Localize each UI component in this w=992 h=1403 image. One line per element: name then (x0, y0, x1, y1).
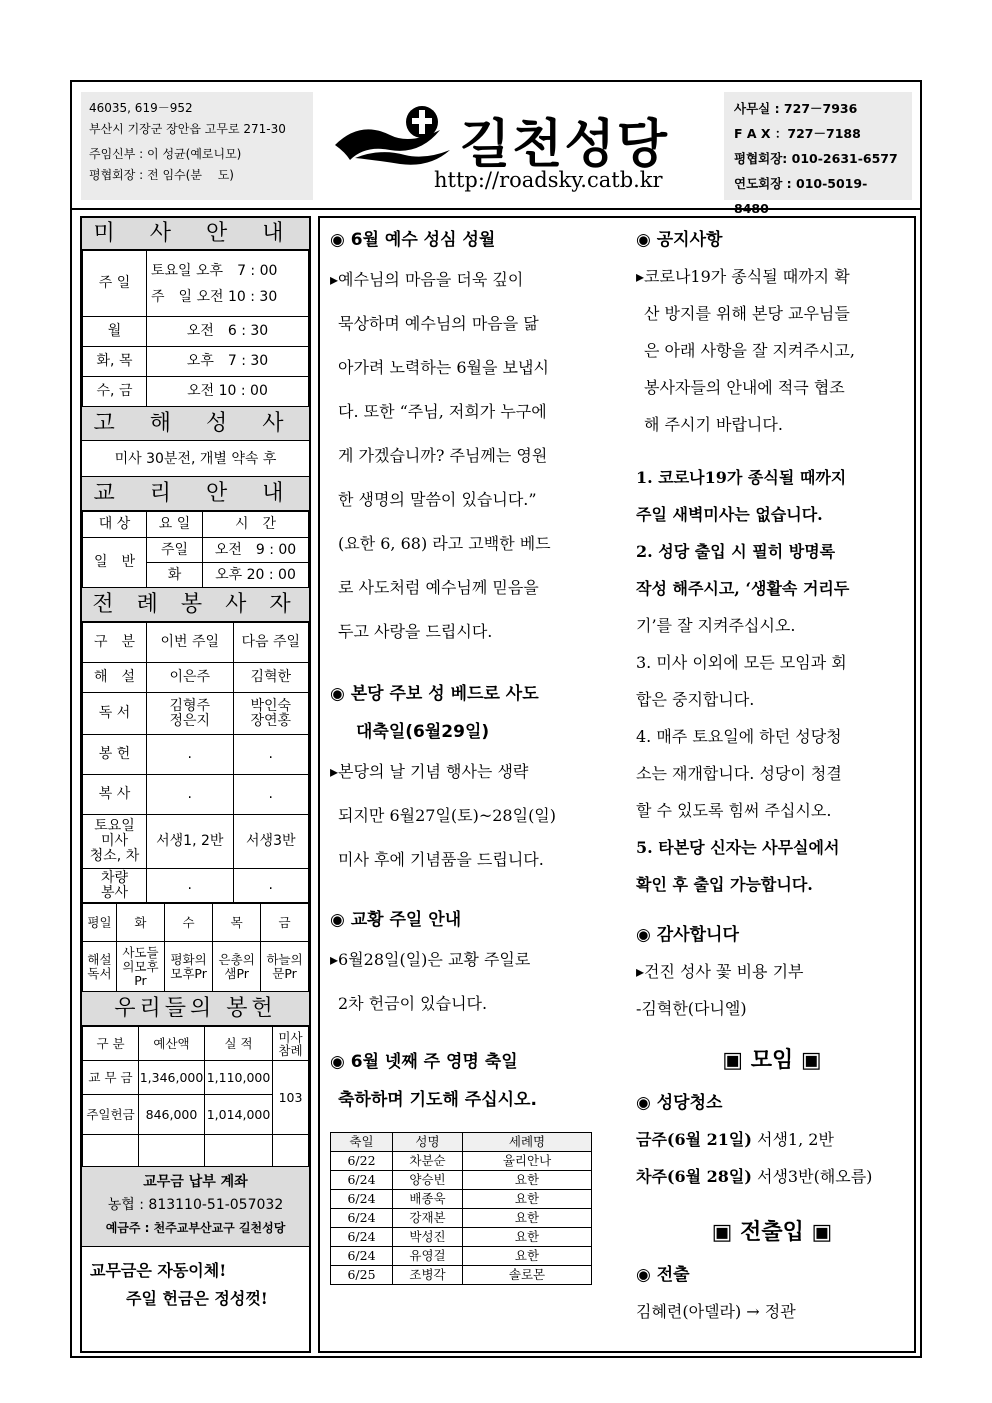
section-title: ◉ 감사합니다 (636, 925, 739, 945)
srv-row-this: . (147, 735, 234, 775)
cleaning-line (636, 1158, 908, 1195)
notice-item: 기’를 잘 지켜주십시오. (636, 616, 796, 635)
main-content (318, 216, 916, 1353)
srv-row-next: 김혁한 (233, 663, 308, 693)
servers-title: 전 례 봉 사 자 (82, 588, 309, 622)
section-title: ◉ 6월 예수 성심 성월 (330, 230, 496, 250)
council-president: 평협회장 : 전 임수(분 도) (89, 168, 234, 182)
body-line: 로 사도처럼 예수님께 믿음을 (338, 578, 539, 597)
sunday-label: 주 일 (83, 251, 147, 317)
off-r2-label: 주일헌금 (83, 1095, 139, 1135)
body-line: -김혁한(다니엘) (636, 999, 747, 1018)
srv-h2: 이번 주일 (147, 623, 234, 663)
notice-item: 2. 성당 출입 시 필히 방명록 (636, 542, 836, 561)
srv-row-next: 박인숙 장연홍 (233, 693, 308, 735)
body-line: ▸코로나19가 종식될 때까지 확 (636, 267, 850, 286)
notice-item: 1. 코로나19가 종식될 때까지 (636, 468, 847, 487)
tt-mass: 오후 7 : 30 (147, 347, 309, 377)
column-2 (636, 222, 908, 1330)
section-body (636, 258, 908, 443)
body-line: 묵상하며 예수님의 마음을 닮 (338, 314, 539, 333)
section-title: ◉ 교황 주일 안내 (330, 910, 462, 930)
table-row: 6/24 양승빈 요한 (331, 1171, 592, 1190)
sun-mass: 주 일 오전 10 : 30 (151, 288, 278, 305)
body-line: 산 방지를 위해 본당 교우님들 (644, 304, 850, 323)
header (72, 82, 920, 216)
off-attend: 103 (273, 1061, 309, 1135)
account-holder: 예금주 : 천주교부산교구 길천성당 (105, 1221, 286, 1235)
off-r1-label: 교 무 금 (83, 1061, 139, 1095)
srv-row-label: 복 사 (83, 775, 147, 815)
srv-row-this: . (147, 869, 234, 903)
section-subtitle: 축하하며 기도해 주십시오. (338, 1090, 537, 1110)
account-title: 교무금 납부 계좌 (143, 1174, 248, 1190)
off-h3: 실 적 (205, 1027, 273, 1061)
body-line: ▸예수님의 마음을 더욱 깊이 (330, 270, 524, 289)
srv-row-label: 독 서 (83, 693, 147, 735)
church-logo-icon (330, 100, 460, 170)
tt-label: 화, 목 (83, 347, 147, 377)
notice-item: 합은 중지합니다. (636, 690, 755, 709)
clean-date-1: 금주(6월 21일) (636, 1130, 752, 1149)
section-title: 대축일(6월29일) (356, 722, 490, 742)
cat-target: 일 반 (83, 538, 147, 588)
postal-code: 46035, 619－952 (89, 101, 193, 115)
cat-t2: 오후 20 : 00 (203, 563, 309, 588)
body-line: 다. 또한 “주님, 저희가 누구에 (338, 402, 547, 421)
cat-d2: 화 (147, 563, 203, 588)
section-title: ◉ 전출 (636, 1265, 690, 1285)
catechism-title: 교 리 안 내 (82, 477, 309, 511)
body-line: 한 생명의 말씀이 있습니다.” (338, 490, 537, 509)
address-box (81, 92, 313, 200)
srv-row-this: 서생1, 2반 (147, 815, 234, 869)
notice-item: 할 수 있도록 힘써 주십시오. (636, 801, 832, 820)
off-r2-budget: 846,000 (139, 1095, 205, 1135)
body-line: (요한 6, 68) 라고 고백한 베드 (338, 534, 551, 553)
offering-title: 우리들의 봉헌 (82, 992, 309, 1026)
notice-item: 작성 해주시고, ‘생활속 거리두 (636, 579, 850, 598)
mon-mass: 오전 6 : 30 (147, 317, 309, 347)
account-box (82, 1167, 309, 1247)
feast-h-date: 축일 (331, 1133, 393, 1152)
day-thu: 목 (213, 904, 261, 942)
wk-label: 해설 독서 (83, 942, 117, 992)
cleaning-line (636, 1121, 908, 1158)
table-row: 6/24 강재본 요한 (331, 1209, 592, 1228)
cat-t1: 오전 9 : 00 (203, 538, 309, 563)
off-h1: 구 분 (83, 1027, 139, 1061)
off-h2: 예산액 (139, 1027, 205, 1061)
notice-item: 5. 타본당 신자는 사무실에서 (636, 838, 840, 857)
notice-item: 4. 매주 토요일에 하던 성당청 (636, 727, 842, 746)
table-row: 6/24 유영걸 요한 (331, 1247, 592, 1266)
thanks-body (636, 953, 908, 1027)
cleaning-body (636, 1121, 908, 1195)
catechism-table (82, 511, 309, 588)
day-wed: 수 (164, 904, 212, 942)
clean-group-1: 서생1, 2반 (751, 1130, 834, 1149)
weekday-table (82, 903, 309, 992)
section-body (330, 750, 602, 882)
confession-text: 미사 30분전, 개별 약속 후 (82, 441, 309, 477)
notice-item: 3. 미사 이외에 모든 모임과 회 (636, 653, 847, 672)
slogan-box (82, 1247, 309, 1323)
bulletin-frame (70, 80, 922, 1358)
pastor: 주임신부 : 이 성균(예로니모) (89, 147, 242, 161)
srv-row-this: 이은주 (147, 663, 234, 693)
day-fri: 금 (261, 904, 309, 942)
wk-tue: 사도들 의모후 Pr (117, 942, 165, 992)
account-number: 농협 : 813110-51-057032 (107, 1197, 284, 1213)
wk-thu: 은총의 샘Pr (213, 942, 261, 992)
notice-items (636, 459, 908, 903)
srv-row-label: 차량 봉사 (83, 869, 147, 903)
body-line: ▸6월28일(일)은 교황 주일로 (330, 950, 531, 969)
srv-row-next: . (233, 735, 308, 775)
srv-row-label: 봉 헌 (83, 735, 147, 775)
srv-row-next: . (233, 869, 308, 903)
table-row: 6/24 박성진 요한 (331, 1228, 592, 1247)
transfer-title: ▣ 전출입 ▣ (711, 1220, 833, 1245)
srv-row-label: 토요일 미사 청소, 차 (83, 815, 147, 869)
table-row: 6/22 차분순 율리안나 (331, 1152, 592, 1171)
day-tue: 화 (117, 904, 165, 942)
body-line: 되지만 6월27일(토)~28일(일) (338, 806, 557, 825)
table-row: 6/24 배종욱 요한 (331, 1190, 592, 1209)
srv-row-this: 김형주 정은지 (147, 693, 234, 735)
office-phone: 사무실 : 727－7936 (734, 101, 858, 116)
srv-row-label: 해 설 (83, 663, 147, 693)
weekday-label: 평일 (83, 904, 117, 942)
section-title: ◉ 본당 주보 성 베드로 사도 (330, 684, 539, 704)
section-title: ◉ 6월 넷째 주 영명 축일 (330, 1052, 518, 1072)
slogan-line-1: 교무금은 자동이체! (90, 1261, 227, 1280)
off-r1-budget: 1,346,000 (139, 1061, 205, 1095)
fax: F A X ：727－7188 (734, 126, 861, 141)
church-name: 길천성당 (460, 115, 669, 175)
off-h4: 미사 참례 (273, 1027, 309, 1061)
sat-mass: 토요일 오후 7 : 00 (151, 262, 278, 279)
youth-phone: 연도회장 : 010-5019-8480 (734, 176, 868, 216)
cat-d1: 주일 (147, 538, 203, 563)
mass-table (82, 250, 309, 407)
body-line: 봉사자들의 안내에 적극 협조 (644, 378, 845, 397)
body-area (72, 212, 920, 1356)
confession-title: 고 해 성 사 (82, 407, 309, 441)
sidebar (80, 216, 311, 1353)
wk-wed: 평화의 모후Pr (164, 942, 212, 992)
body-line: 2차 헌금이 있습니다. (338, 994, 488, 1013)
section-body (330, 258, 602, 654)
srv-h3: 다음 주일 (233, 623, 308, 663)
mon-label: 월 (83, 317, 147, 347)
body-line: 아가려 노력하는 6월을 보냅시 (338, 358, 549, 377)
contact-box (724, 92, 912, 216)
section-title: ◉ 성당청소 (636, 1093, 723, 1113)
section-body (330, 938, 602, 1026)
feast-h-name: 성명 (393, 1133, 463, 1152)
column-1 (330, 222, 602, 1285)
body-line: 게 가겠습니까? 주님께는 영원 (338, 446, 548, 465)
website-link[interactable]: http://roadsky.catb.kr (434, 168, 663, 192)
body-line: 해 주시기 바랍니다. (644, 415, 783, 434)
srv-row-this: . (147, 775, 234, 815)
mass-title: 미 사 안 내 (82, 218, 309, 250)
off-r1-actual: 1,110,000 (205, 1061, 273, 1095)
address: 부산시 기장군 장안읍 고무로 271-30 (89, 122, 286, 136)
body-line: 은 아래 사항을 잘 지켜주시고, (644, 341, 855, 360)
wf-label: 수, 금 (83, 377, 147, 407)
cat-h3: 시 간 (203, 512, 309, 538)
feast-h-baptism: 세례명 (463, 1133, 592, 1152)
transfer-out: 김혜련(아델라) → 정관 (636, 1302, 796, 1321)
slogan-line-2: 주일 헌금은 정성껏! (126, 1289, 268, 1308)
body-line: ▸본당의 날 기념 행사는 생략 (330, 762, 529, 781)
notice-item: 소는 재개합니다. 성당이 청결 (636, 764, 842, 783)
body-line: 미사 후에 기념품을 드립니다. (338, 850, 544, 869)
servers-table (82, 622, 309, 903)
table-row: 6/25 조병각 솔로몬 (331, 1266, 592, 1285)
off-r2-actual: 1,014,000 (205, 1095, 273, 1135)
notice-item: 주일 새벽미사는 없습니다. (636, 505, 823, 524)
wf-mass: 오전 10 : 00 (147, 377, 309, 407)
srv-h1: 구 분 (83, 623, 147, 663)
cat-h1: 대 상 (83, 512, 147, 538)
meeting-title: ▣ 모임 ▣ (722, 1048, 822, 1073)
cat-h2: 요 일 (147, 512, 203, 538)
offering-table (82, 1026, 309, 1167)
wk-fri: 하늘의 문Pr (261, 942, 309, 992)
body-line: ▸건진 성사 꽃 비용 기부 (636, 962, 804, 981)
notice-item: 확인 후 출입 가능합니다. (636, 875, 813, 894)
section-title: ◉ 공지사항 (636, 230, 723, 250)
srv-row-next: . (233, 775, 308, 815)
clean-group-2: 서생3반(해오름) (751, 1167, 873, 1186)
feast-table (330, 1132, 592, 1285)
body-line: 두고 사랑을 드립시다. (338, 622, 493, 641)
clean-date-2: 차주(6월 28일) (636, 1167, 752, 1186)
council-phone: 평협회장: 010-2631-6577 (734, 151, 898, 166)
srv-row-next: 서생3반 (233, 815, 308, 869)
